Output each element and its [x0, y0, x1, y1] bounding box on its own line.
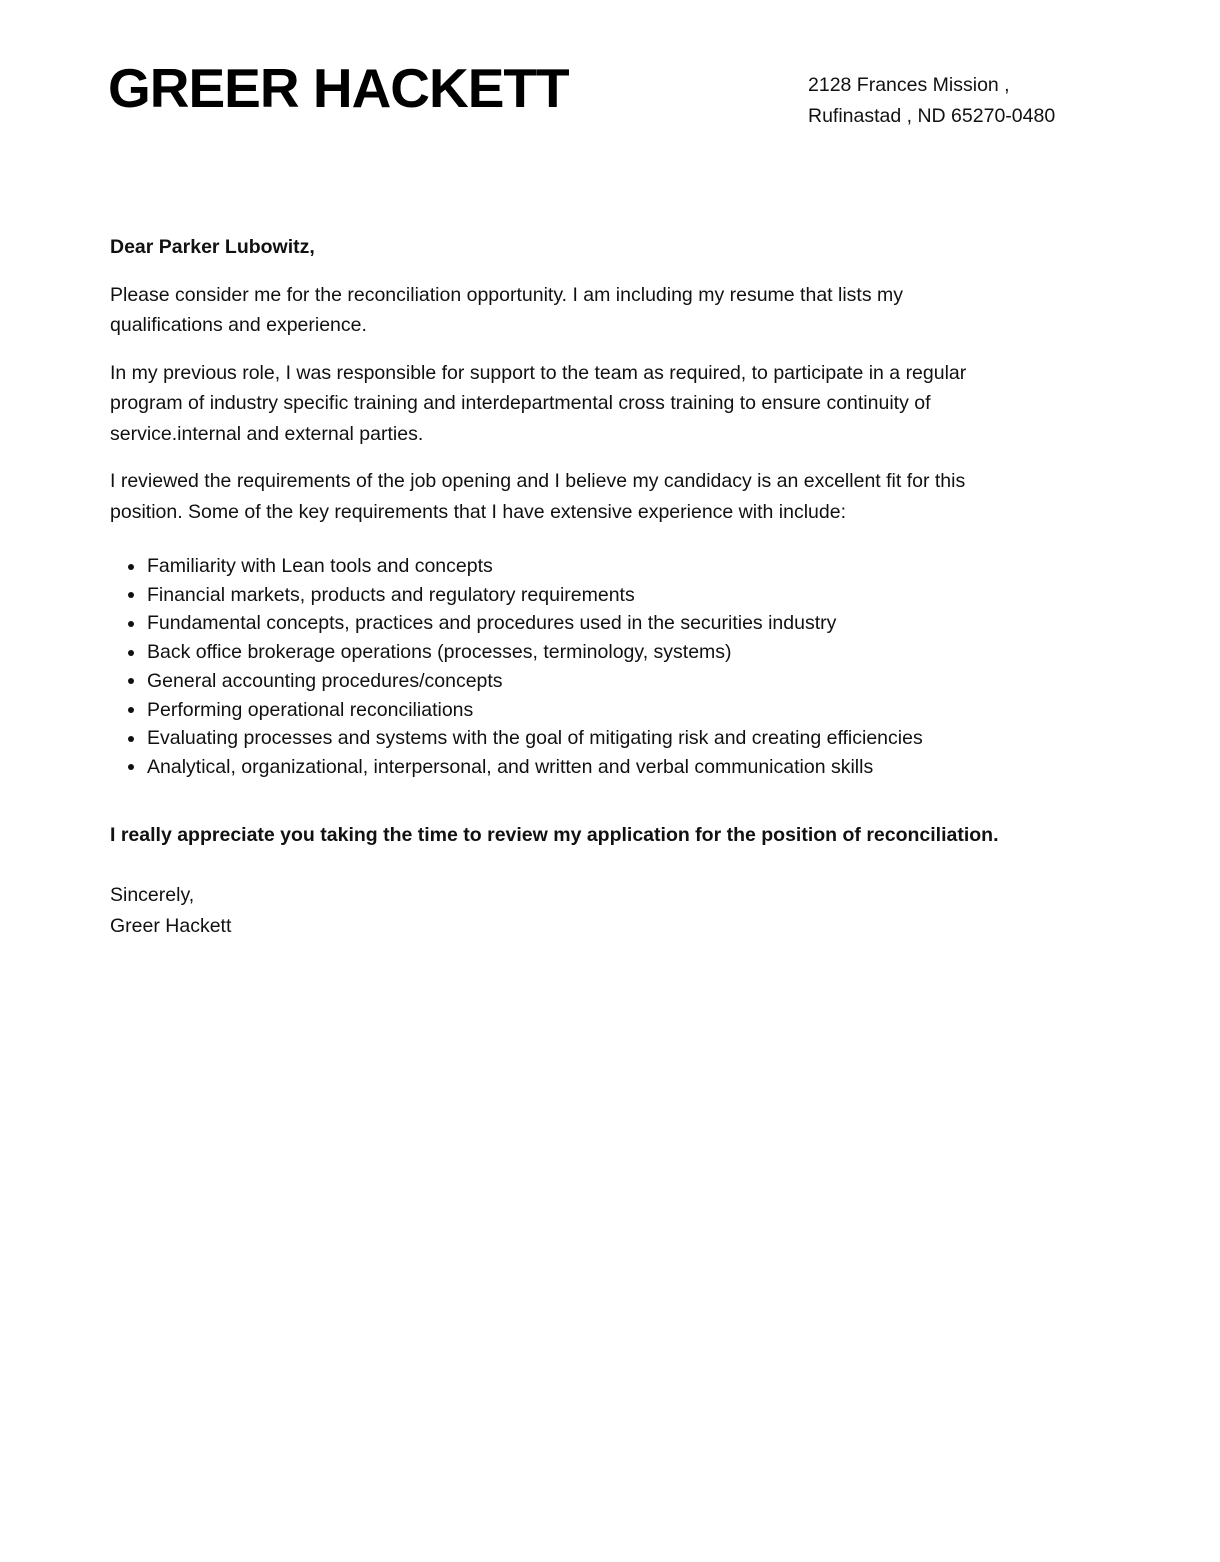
list-item: Analytical, organizational, interpersonal, and written and verbal communication skills	[110, 753, 1020, 782]
list-item: Evaluating processes and systems with the goal of mitigating risk and creating efficiencies	[110, 724, 1020, 753]
list-item: Fundamental concepts, practices and procedures used in the securities industry	[110, 609, 1020, 638]
list-item: Performing operational reconciliations	[110, 696, 1020, 725]
sender-address-line2: Rufinastad , ND 65270-0480	[808, 105, 1056, 127]
signature-name: Greer Hackett	[110, 914, 232, 937]
list-item: Financial markets, products and regulatory requirements	[110, 581, 1020, 610]
salutation: Dear Parker Lubowitz,	[110, 236, 315, 258]
sender-address	[808, 70, 1055, 132]
requirements-list	[110, 552, 1020, 782]
sender-address-line1: 2128 Frances Mission ,	[808, 74, 1010, 96]
list-item: Back office brokerage operations (processes, terminology, systems)	[110, 638, 1020, 667]
paragraph-previous-role: In my previous role, I was responsible for support to the team as required, to participate in a regular program of industry specific training and interdepartmental cross training to ensure continuity of service.internal and external parties.	[110, 361, 967, 445]
sender-name: GREER HACKETT	[108, 57, 569, 119]
list-item: General accounting procedures/concepts	[110, 667, 1020, 696]
signoff: Sincerely,	[110, 884, 195, 907]
letter-body	[0, 232, 1130, 941]
paragraph-requirements-intro: I reviewed the requirements of the job opening and I believe my candidacy is an excellent fit for this position. Some of the key requirements that I have extensive experience with include:	[110, 470, 966, 523]
paragraph-intro: Please consider me for the reconciliation opportunity. I am including my resume that lists my qualifications and experience.	[110, 283, 903, 336]
signoff-block	[110, 880, 1020, 941]
closing-appreciation-line: I really appreciate you taking the time to review my application for the position of reconciliation.	[110, 823, 999, 846]
list-item: Familiarity with Lean tools and concepts	[110, 552, 1020, 581]
letter-header	[0, 0, 1220, 232]
